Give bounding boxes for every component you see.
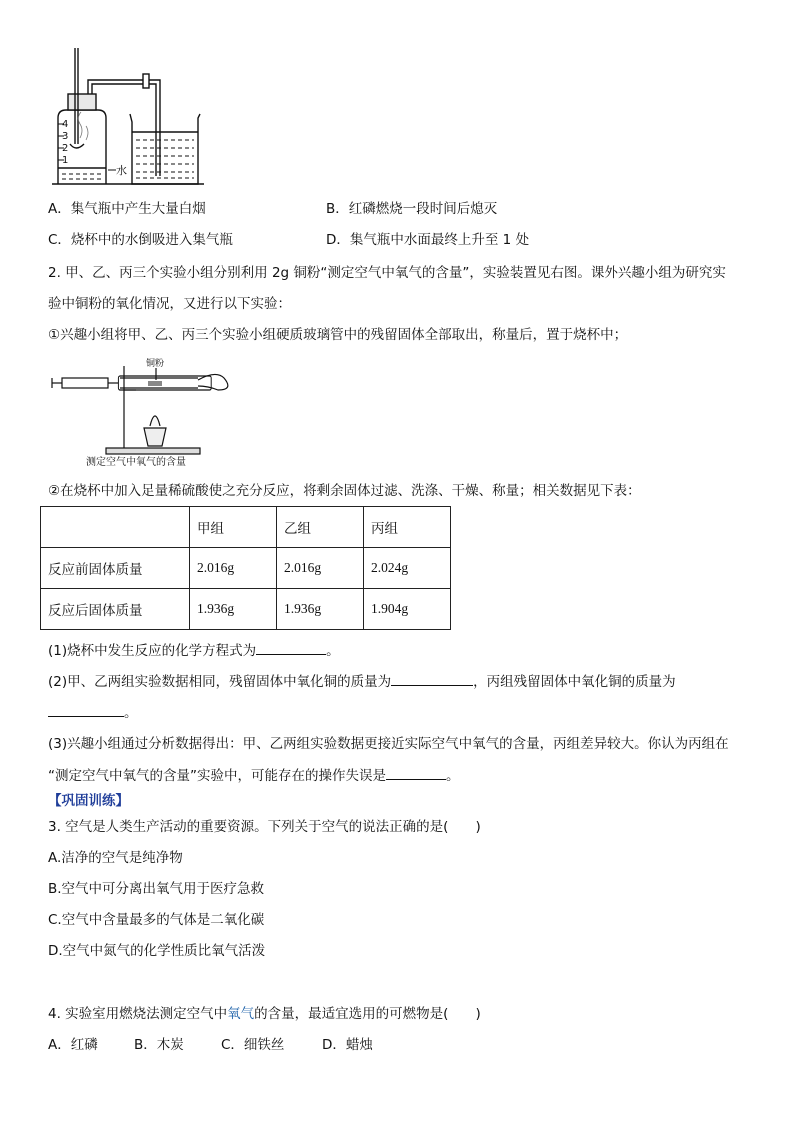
data-table	[40, 506, 451, 630]
q4-stem-text: 4. 实验室用燃烧法测定空气中	[48, 1006, 228, 1022]
table-header-cell: 甲组	[190, 507, 277, 548]
water-label: 水	[116, 164, 127, 177]
q2-sub2-line1	[48, 672, 676, 691]
q1-option-d: D．集气瓶中水面最终上升至 1 处	[326, 232, 530, 248]
table-row	[41, 548, 451, 589]
q1-option-a: A．集气瓶中产生大量白烟	[48, 201, 206, 217]
table-header-cell: 乙组	[277, 507, 364, 548]
table-header-cell	[41, 507, 190, 548]
table-row	[41, 589, 451, 630]
q1-option-c: C．烧杯中的水倒吸进入集气瓶	[48, 232, 233, 248]
answer-blank[interactable]	[386, 766, 446, 780]
table-cell: 反应后固体质量	[41, 589, 190, 630]
apparatus-figure-2	[48, 356, 238, 474]
q4-stem-end: 的含量，最适宜选用的可燃物是( )	[254, 1006, 481, 1022]
q2-sub1	[48, 641, 340, 660]
q4-stem-highlight: 氧气	[227, 1006, 255, 1022]
section-title: 【巩固训练】	[48, 793, 129, 809]
q2-sub3-line1: (3)兴趣小组通过分析数据得出：甲、乙两组实验数据更接近实际空气中氧气的含量，丙组差异较大。你认为丙组在	[48, 736, 729, 752]
q2-step2: ②在烧杯中加入足量稀硫酸使之充分反应，将剩余固体过滤、洗涤、干燥、称量；相关数据见下表：	[48, 483, 641, 499]
table-header-cell: 丙组	[364, 507, 451, 548]
q3-option-a: A.洁净的空气是纯净物	[48, 850, 183, 866]
level-mark-3: 3	[62, 131, 69, 142]
q3-stem: 3. 空气是人类生产活动的重要资源。下列关于空气的说法正确的是( )	[48, 819, 481, 835]
q2-sub3-end: 。	[446, 768, 460, 784]
apparatus-figure-1	[48, 48, 208, 190]
copper-powder-label: 铜粉	[146, 359, 165, 369]
q4-stem	[48, 1005, 481, 1023]
q1-option-b: B．红磷燃烧一段时间后熄灭	[326, 201, 498, 217]
table-cell: 1.936g	[277, 589, 364, 630]
q4-option-a: A．红磷	[48, 1037, 98, 1053]
level-mark-1: 1	[62, 155, 69, 166]
table-cell: 2.016g	[190, 548, 277, 589]
q2-sub2-middle: ，丙组残留固体中氧化铜的质量为	[473, 674, 676, 690]
table-cell: 1.904g	[364, 589, 451, 630]
q4-option-b: B．木炭	[134, 1037, 184, 1053]
level-mark-2: 2	[62, 143, 69, 154]
q3-option-d: D.空气中氮气的化学性质比氧气活泼	[48, 943, 266, 959]
q4-option-d: D．蜡烛	[322, 1037, 373, 1053]
answer-blank[interactable]	[256, 641, 326, 655]
q2-sub2-text: (2)甲、乙两组实验数据相同，残留固体中氧化铜的质量为	[48, 674, 392, 690]
table-cell: 反应前固体质量	[41, 548, 190, 589]
table-cell: 2.016g	[277, 548, 364, 589]
level-mark-4: 4	[62, 119, 69, 130]
q2-sub2-line2	[48, 703, 138, 722]
q4-option-c: C．细铁丝	[221, 1037, 285, 1053]
figure-2-caption: 测定空气中氧气的含量	[86, 457, 186, 468]
answer-blank[interactable]	[48, 703, 124, 717]
q2-step1: ①兴趣小组将甲、乙、丙三个实验小组硬质玻璃管中的残留固体全部取出，称量后，置于烧杯中；	[48, 327, 628, 343]
q2-stem-line1: 2. 甲、乙、丙三个实验小组分别利用 2g 铜粉“测定空气中氧气的含量”，实验装置见右图。课外兴趣小组为研究实	[48, 265, 726, 281]
q2-sub3-text: “测定空气中氧气的含量”实验中，可能存在的操作失误是	[48, 768, 386, 784]
q3-option-b: B.空气中可分离出氧气用于医疗急救	[48, 881, 265, 897]
q2-sub1-end: 。	[326, 643, 340, 659]
q2-sub3-line2	[48, 766, 460, 785]
table-cell: 2.024g	[364, 548, 451, 589]
q2-sub2-end: 。	[124, 705, 138, 721]
q3-option-c: C.空气中含量最多的气体是二氧化碳	[48, 912, 265, 928]
q2-stem-line2: 验中铜粉的氧化情况，又进行以下实验：	[48, 296, 291, 312]
table-cell: 1.936g	[190, 589, 277, 630]
q2-sub1-text: (1)烧杯中发生反应的化学方程式为	[48, 643, 257, 659]
table-header-row	[41, 507, 451, 548]
copper-heating-apparatus	[48, 356, 238, 460]
answer-blank[interactable]	[391, 672, 473, 686]
